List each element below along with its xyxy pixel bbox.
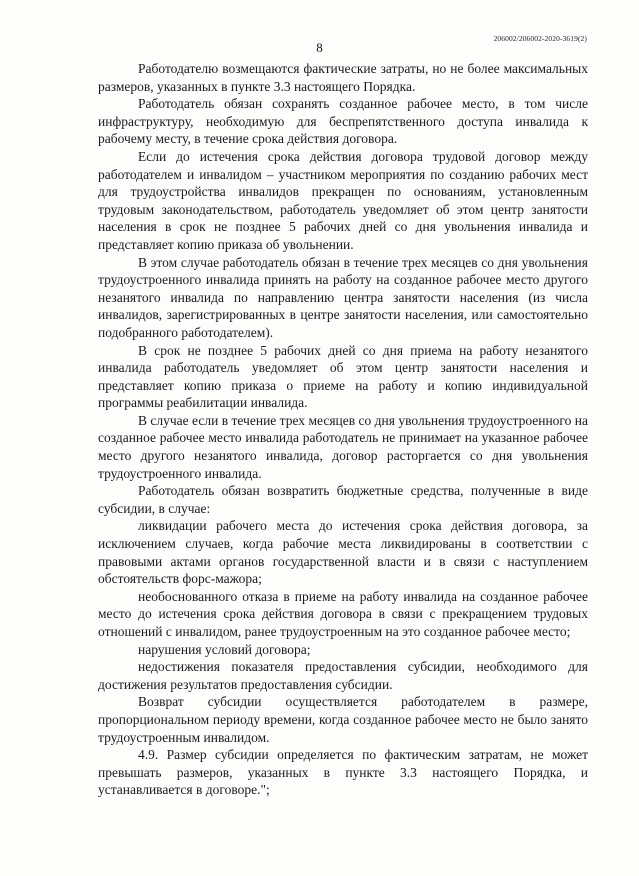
list-item-unjustified-refusal: необоснованного отказа в приеме на работу инвалида на созданное рабочее место до истечения срока действия договора в связи с прекращением трудовых отношений с инвалидом, ранее трудоустроенным на это созданное рабочее место; — [98, 588, 588, 639]
page-number: 8 — [316, 40, 323, 55]
paragraph-refund-proportional: Возврат субсидии осуществляется работодателем в размере, пропорциональном периоду времени, когда созданное рабочее место не было занято трудоустроенным инвалидом. — [98, 694, 588, 745]
paragraph-contract-termination: Если до истечения срока действия договора трудовой договор между работодателем и инвалидом – участником мероприятия по созданию рабочих мест для трудоустройства инвалидов прекращен по основаниям, установленным трудовым законодательством, работодатель уведомляет об этом центр занятости населения в срок не позднее 5 рабочих дней со дня увольнения инвалида и представляет копию приказа об увольнении. — [98, 148, 588, 252]
paragraph-rehire-obligation: В этом случае работодатель обязан в течение трех месяцев со дня увольнения трудоустроенного инвалида принять на работу на созданное рабочее место другого незанятого инвалида по направлению центра занятости населения (из числа инвалидов, зарегистрированных в центре занятости населения, или самостоятельно подобранного работодателем). — [98, 254, 588, 340]
list-item-contract-violation: нарушения условий договора; — [138, 641, 311, 657]
paragraph-keep-workplace: Работодатель обязан сохранять созданное рабочее место, в том числе инфраструктуру, необходимую для беспрепятственного доступа инвалида к рабочему месту, в течение срока действия договора. — [98, 96, 588, 147]
document-id: 206002/206002-2020-3619(2) — [493, 34, 587, 43]
paragraph-subsidy-amount: 4.9. Размер субсидии определяется по фактическим затратам, не может превышать размеров, указанных в пункте 3.3 настоящего Порядка, и устанавливается в договоре."; — [98, 747, 588, 798]
list-item-liquidation: ликвидации рабочего места до истечения срока действия договора, за исключением случаев, когда рабочие места ликвидированы в соответствии с правовыми актами органов государственной власти и в связи с наступлением обстоятельств форс-мажора; — [98, 518, 588, 587]
paragraph-contract-dissolution: В случае если в течение трех месяцев со дня увольнения трудоустроенного на созданное рабочее место инвалида работодатель не принимает на указанное рабочее место другого незанятого инвалида, договор расторгается со дня увольнения трудоустроенного инвалида. — [98, 412, 588, 481]
paragraph-notification: В срок не позднее 5 рабочих дней со дня приема на работу незанятого инвалида работодатель уведомляет об этом центр занятости населения и представляет копию приказа о приеме на работу и копию индивидуальной программы реабилитации инвалида. — [98, 342, 588, 411]
document-body — [98, 60, 588, 799]
paragraph-reimbursement: Работодателю возмещаются фактические затраты, но не более максимальных размеров, указанных в пункте 3.3 настоящего Порядка. — [98, 61, 588, 94]
list-item-indicator-failure: недостижения показателя предоставления субсидии, необходимого для достижения результатов предоставления субсидии. — [98, 659, 588, 692]
paragraph-refund-obligation: Работодатель обязан возвратить бюджетные средства, полученные в виде субсидии, в случае: — [98, 483, 588, 516]
